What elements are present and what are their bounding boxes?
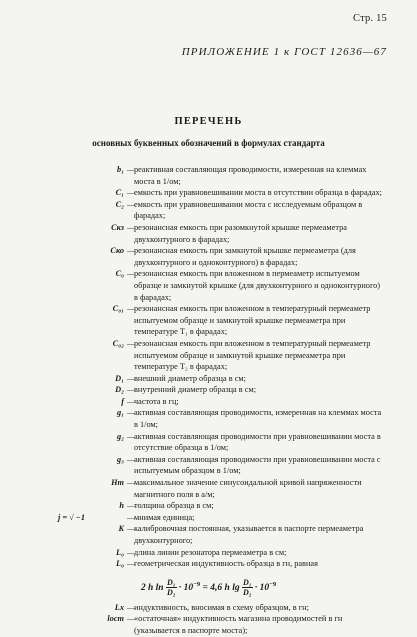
symbol-definition: активная составляющая проводимости при уравновешивании моста в отсутствие образца в 1/ом; (134, 431, 381, 453)
symbol: g₂ (116, 431, 124, 441)
symbol-definition: резонансная емкость при вложенном в пермеаметр испытуемом образце и замкнутой крышке (для двухконтурного и одноконтурного) в фарадах; (134, 269, 381, 302)
dash: — (127, 478, 136, 488)
dash: — (127, 246, 136, 256)
symbol-entry (0, 199, 417, 222)
dash: — (127, 304, 136, 314)
symbol: C₂ (115, 199, 124, 209)
formula-fraction-2 (242, 578, 253, 597)
symbol-definition: «остаточная» индуктивность магазина проводимостей в гн (указывается в паспорте моста); (134, 614, 343, 635)
symbol-entry (0, 477, 417, 500)
symbol-entry (0, 268, 417, 303)
symbol-entry (0, 523, 417, 546)
symbol-entry (0, 303, 417, 338)
symbol-definition: резонансная емкость при вложенном в температурный пермеаметр испытуемом образце и замкнутой крышке пермеаметра при температуре T₂ в фарадах; (134, 338, 371, 372)
dash: — (127, 188, 136, 198)
dash: — (127, 408, 136, 418)
formula-lhs: 2 h ln (140, 582, 164, 593)
symbol: f (121, 396, 124, 406)
symbol: C₁ (115, 188, 124, 198)
dash: — (127, 501, 136, 511)
symbol: Hm (111, 478, 124, 488)
fraction-denominator: D₂ (166, 588, 176, 598)
symbol: C₀₂ (112, 338, 124, 348)
dash: — (127, 454, 136, 464)
symbol: L₀ (116, 559, 124, 569)
symbol-definition: резонансная емкость при вложенном в температурный пермеаметр испытуемом образце и замкнутой крышке пермеаметра при температуре T₁ в фарадах; (134, 304, 371, 337)
dash: — (127, 431, 136, 441)
dash: — (127, 614, 136, 624)
symbol: K (118, 524, 124, 534)
formula-times: · 10 (254, 582, 270, 593)
symbol-entry (0, 164, 417, 187)
symbol: C₀ (115, 269, 124, 279)
symbol-definition: толщина образца в см; (134, 501, 214, 511)
symbol: Cкз (111, 222, 124, 232)
symbol: g₃ (116, 454, 124, 464)
dash: — (127, 165, 136, 174)
symbol: b₁ (116, 165, 124, 174)
symbol-list (0, 164, 417, 637)
symbol-definition: внутренний диаметр образца в см; (134, 385, 257, 395)
page-subtitle: основных буквенных обозначений в формулах стандарта (92, 138, 325, 148)
symbol: L₀ (116, 547, 124, 557)
symbol-entry (0, 396, 417, 408)
formula-fraction-1 (166, 578, 177, 597)
dash: — (127, 269, 136, 279)
symbol-entry (0, 547, 417, 559)
dash: — (127, 396, 136, 406)
symbol: j = √ −1 (58, 512, 85, 522)
symbol-entry (0, 602, 417, 614)
symbol-entry (0, 512, 417, 524)
page-number: Стр. 15 (353, 13, 387, 24)
fraction-denominator: D₂ (242, 588, 252, 598)
symbol-definition: резонансная емкость при замкнутой крышке пермеаметра (для двухконтурного и одноконтурного) в фарадах; (134, 246, 356, 267)
symbol-definition: частота в гц; (134, 396, 179, 406)
symbol-entry (0, 373, 417, 385)
dash: — (127, 338, 136, 348)
symbol-definition: максимальное значение синусоидальной кривой напряженности магнитного поля в а/м; (134, 478, 362, 499)
symbol: lост (107, 614, 124, 624)
symbol-definition: активная составляющая проводимости при уравновешивании моста с испытуемым образцом в 1/ом; (134, 454, 381, 476)
page-title: ПЕРЕЧЕНЬ (174, 116, 243, 127)
symbol-definition: активная составляющая проводимости, измеренная на клеммах моста в 1/ом; (134, 408, 382, 430)
dash: — (127, 373, 136, 383)
symbol-entry (0, 500, 417, 512)
symbol-entry (0, 384, 417, 396)
formula-exponent: −9 (193, 580, 201, 588)
symbol-definition: резонансная емкость при разомкнутой крышке пермеаметра двухконтурного в фарадах; (134, 222, 347, 244)
formula-times: · 10 (178, 582, 194, 593)
symbol-entry (0, 407, 417, 430)
dash: — (127, 512, 136, 522)
dash: — (127, 199, 136, 209)
symbol-entry (0, 431, 417, 454)
dash: — (127, 222, 136, 232)
symbol-definition: индуктивность, вносимая в схему образцом, в гн; (134, 602, 309, 612)
symbol: C₀₁ (112, 304, 124, 314)
dash: — (127, 602, 136, 612)
symbol: Cко (110, 246, 124, 256)
symbol-entry (0, 454, 417, 477)
dash: — (127, 524, 136, 534)
symbol-entry (0, 613, 417, 636)
dash: — (127, 385, 136, 395)
symbol-definition: емкость при уравновешивании моста с исследуемым образцом в фарадах; (134, 199, 363, 221)
symbol: D₂ (115, 385, 124, 395)
symbol: D₁ (115, 373, 124, 383)
symbol-definition: мнимая единица; (134, 512, 195, 522)
symbol-definition: реактивная составляющая проводимости, измеренная на клеммах моста в 1/ом; (134, 165, 367, 186)
symbol-definition: калибровочная постоянная, указывается в паспорте пермеаметра двухконтурного; (134, 524, 364, 545)
fraction-numerator: D₁ (166, 578, 176, 588)
dash: — (127, 559, 136, 569)
symbol-definition: геометрическая индуктивность образца в гн, равная (134, 559, 318, 569)
appendix-heading: ПРИЛОЖЕНИЕ 1 к ГОСТ 12636—67 (181, 46, 387, 58)
symbol-definition: внешний диаметр образца в см; (134, 373, 246, 383)
symbol-definition: длина линии резонатора пермеаметра в см; (134, 547, 287, 557)
dash: — (127, 547, 136, 557)
symbol-definition: емкость при уравновешивании моста в отсутствии образца в фарадах; (134, 188, 382, 198)
symbol-entry (0, 558, 417, 570)
symbol-entry (0, 245, 417, 268)
symbol-entry (0, 187, 417, 199)
symbol: Lx (114, 602, 124, 612)
formula-rhs: = 4,6 h lg (202, 582, 240, 593)
symbol: g₁ (116, 408, 124, 418)
symbol: h (119, 501, 124, 511)
symbol-entry (0, 222, 417, 245)
inductance-formula (0, 573, 417, 597)
fraction-numerator: D₁ (242, 578, 252, 588)
formula-exponent: −9 (269, 580, 277, 588)
symbol-entry (0, 338, 417, 373)
